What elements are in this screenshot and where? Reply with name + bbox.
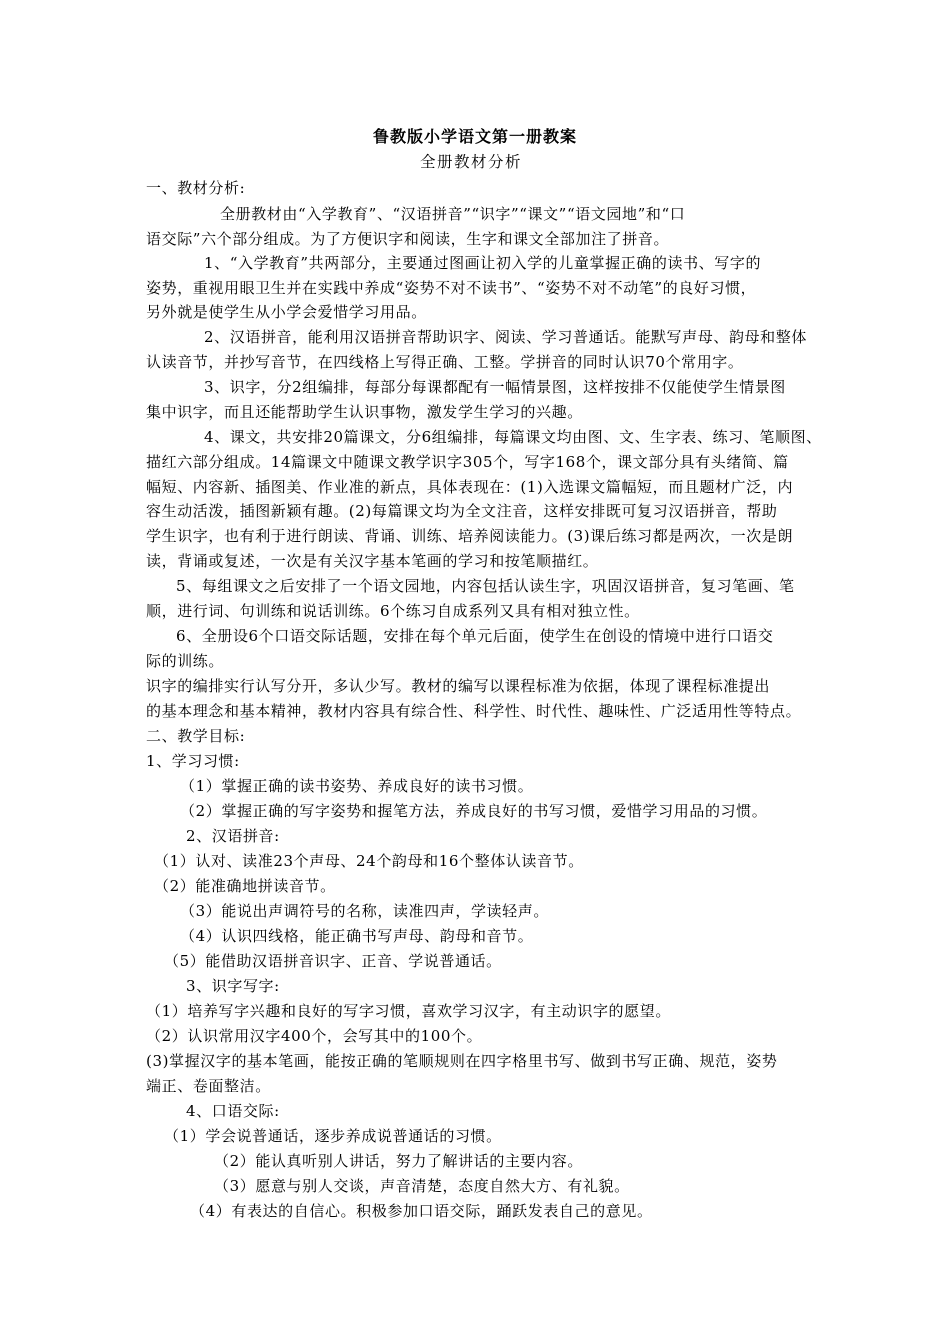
paragraph-line: 识字的编排实行认写分开，多认少写。教材的编写以课程标准为依据，体现了课程标准提出 — [146, 677, 771, 695]
paragraph-line: 全册教材由“入学教育”、“汉语拼音”“识字”“课文”“语文园地”和“口 — [220, 205, 686, 223]
list-item: （4）有表达的自信心。积极参加口语交际，踊跃发表自己的意见。 — [190, 1202, 653, 1220]
doc-subtitle: 全册教材分析 — [420, 153, 523, 171]
subsection-heading: 3、识字写字: — [186, 977, 280, 995]
section-heading: 一、教材分析: — [146, 179, 246, 197]
paragraph-line: 语交际”六个部分组成。为了方便识字和阅读，生字和课文全部加注了拼音。 — [146, 230, 670, 248]
section-heading: 二、教学目标: — [146, 727, 246, 745]
list-item: (3)掌握汉字的基本笔画，能按正确的笔顺规则在四字格里书写、做到书写正确、规范，姿势 — [146, 1052, 778, 1070]
list-item: （5）能借助汉语拼音识字、正音、学说普通话。 — [164, 952, 502, 970]
list-item: （2）能准确地拼读音节。 — [154, 877, 336, 895]
paragraph-line: 的基本理念和基本精神，教材内容具有综合性、科学性、时代性、趣味性、广泛适用性等特点。 — [146, 702, 802, 720]
paragraph-line: 姿势，重视用眼卫生并在实践中养成“姿势不对不读书”、“姿势不对不动笔”的良好习惯， — [146, 279, 757, 297]
paragraph-line: 另外就是使学生从小学会爱惜学习用品。 — [146, 303, 427, 321]
list-item: （4）认识四线格，能正确书写声母、韵母和音节。 — [180, 927, 534, 945]
paragraph-line: 1、“入学教育”共两部分，主要通过图画让初入学的儿童掌握正确的读书、写字的 — [204, 254, 762, 272]
list-item: （1）掌握正确的读书姿势、养成良好的读书习惯。 — [180, 777, 534, 795]
doc-title: 鲁教版小学语文第一册教案 — [373, 127, 578, 146]
paragraph-line: 学生识字，也有利于进行朗读、背诵、训练、培养阅读能力。(3)课后练习都是两次，一次是朗 — [146, 527, 794, 545]
paragraph-line: 顺，进行词、句训练和说话训练。6个练习自成系列又具有相对独立性。 — [146, 602, 640, 620]
list-item: （2）掌握正确的写字姿势和握笔方法，养成良好的书写习惯，爱惜学习用品的习惯。 — [180, 802, 768, 820]
list-item: （2）认识常用汉字400个，会写其中的100个。 — [146, 1027, 483, 1045]
paragraph-line: 5、每组课文之后安排了一个语文园地，内容包括认读生字，巩固汉语拼音，复习笔画、笔 — [176, 577, 795, 595]
paragraph-line: 读，背诵或复述，一次是有关汉字基本笔画的学习和按笔顺描红。 — [146, 552, 599, 570]
list-item: 端正、卷面整洁。 — [146, 1077, 271, 1095]
paragraph-line: 集中识字，而且还能帮助学生认识事物，激发学生学习的兴趣。 — [146, 403, 583, 421]
subsection-heading: 4、口语交际: — [186, 1102, 280, 1120]
paragraph-line: 际的训练。 — [146, 652, 225, 670]
list-item: （3）愿意与别人交谈，声音清楚，态度自然大方、有礼貌。 — [214, 1177, 630, 1195]
list-item: （3）能说出声调符号的名称，读准四声，学读轻声。 — [180, 902, 549, 920]
list-item: （1）培养写字兴趣和良好的写字习惯，喜欢学习汉字，有主动识字的愿望。 — [146, 1002, 671, 1020]
paragraph-line: 6、全册设6个口语交际话题，安排在每个单元后面，使学生在创设的情境中进行口语交 — [176, 627, 774, 645]
paragraph-line: 认读音节，并抄写音节，在四线格上写得正确、工整。学拼音的同时认识70个常用字。 — [146, 353, 744, 371]
paragraph-line: 容生动活泼，插图新颖有趣。(2)每篇课文均为全文注音，这样安排既可复习汉语拼音，帮助 — [146, 502, 778, 520]
subsection-heading: 2、汉语拼音: — [186, 827, 280, 845]
list-item: （2）能认真听别人讲话，努力了解讲话的主要内容。 — [214, 1152, 583, 1170]
list-item: （1）学会说普通话，逐步养成说普通话的习惯。 — [164, 1127, 502, 1145]
subsection-heading: 1、学习习惯: — [146, 752, 240, 770]
paragraph-line: 2、汉语拼音，能利用汉语拼音帮助识字、阅读、学习普通话。能默写声母、韵母和整体 — [204, 328, 807, 346]
paragraph-line: 描红六部分组成。14篇课文中随课文教学识字305个，写字168个，课文部分具有头绪简、篇 — [146, 453, 789, 471]
paragraph-line: 3、识字，分2组编排，每部分每课都配有一幅情景图，这样按排不仅能使学生情景图 — [204, 378, 786, 396]
paragraph-line: 4、课文，共安排20篇课文，分6组编排，每篇课文均由图、文、生字表、练习、笔顺图、 — [204, 428, 822, 446]
paragraph-line: 幅短、内容新、插图美、作业准的新点，具体表现在：(1)入选课文篇幅短，而且题材广泛，内 — [146, 478, 794, 496]
list-item: （1）认对、读准23个声母、24个韵母和16个整体认读音节。 — [154, 852, 584, 870]
